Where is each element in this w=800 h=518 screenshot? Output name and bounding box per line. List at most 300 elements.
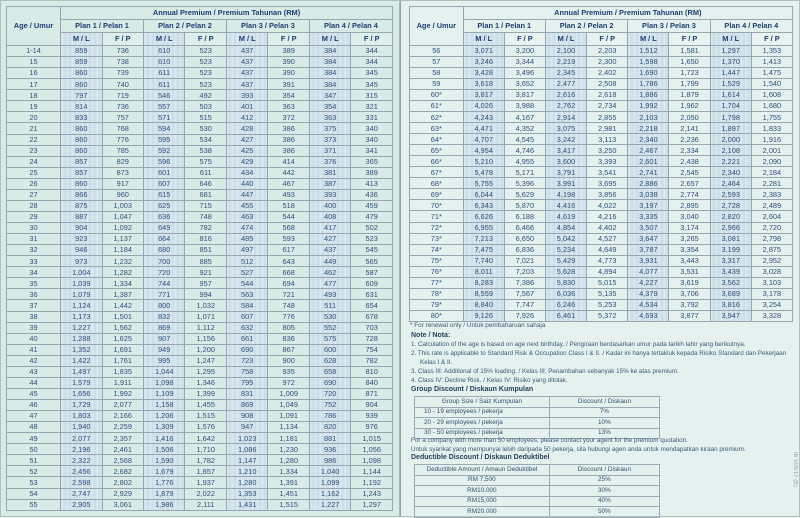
value-cell: 2,090 [751,156,792,167]
value-cell: 527 [226,267,267,278]
row-label-cell: 54 [7,488,61,499]
deductible-discount-table [414,464,660,518]
value-cell: 321 [351,101,393,112]
value-cell: 2,798 [751,233,792,244]
value-cell: 5,234 [545,244,586,255]
table-row [7,101,393,112]
value-cell: 7,567 [504,288,545,299]
value-cell: 752 [309,400,350,411]
value-cell: 1,004 [61,267,102,278]
value-cell: 820 [309,422,350,433]
value-cell: 563 [226,289,267,300]
value-cell: 1,562 [102,322,143,333]
value-cell: 4,026 [463,101,504,112]
value-cell: 2,077 [61,433,102,444]
row-label-cell: 79* [410,299,464,310]
value-cell: 437 [226,79,267,90]
value-cell: 371 [309,145,350,156]
table-row [410,46,793,57]
value-cell: 2,855 [587,112,628,123]
value-cell: 887 [61,211,102,222]
value-cell: 571 [144,112,185,123]
value-cell: 1,040 [309,466,350,477]
value-cell: 797 [61,90,102,101]
value-cell: 5,015 [587,277,628,288]
value-cell: 386 [268,145,309,156]
row-label-cell: 10 - 19 employees / pekerja [415,407,550,418]
value-cell: 2,383 [751,189,792,200]
value-cell: 523 [185,57,226,68]
value-cell: 757 [102,112,143,123]
value-cell: 2,616 [545,90,586,101]
value-cell: 1,576 [185,422,226,433]
value-cell: 568 [268,223,309,234]
value-cell: 363 [268,101,309,112]
value-cell: 1,099 [309,477,350,488]
table-row [7,477,393,488]
value-cell: 719 [102,90,143,101]
table-row [7,200,393,211]
table-row [7,123,393,134]
value-cell: 805 [268,322,309,333]
row-label-cell: 33 [7,256,61,267]
value-cell: 2,762 [545,101,586,112]
value-cell: 923 [61,234,102,245]
row-label-cell: 35 [7,278,61,289]
value-cell: 611 [185,167,226,178]
value-cell: 680 [144,245,185,256]
group-size-header: Group Size / Saiz Kumpulan [415,397,550,408]
row-label-cell: 59 [410,79,464,90]
value-cell: 3,600 [545,156,586,167]
value-cell: 658 [309,366,350,377]
value-cell: 833 [61,112,102,123]
value-cell: 546 [144,90,185,101]
value-cell: 1,370 [710,57,751,68]
value-cell: 2,886 [628,178,669,189]
female-subheader: F / P [587,33,628,46]
value-cell: 973 [61,256,102,267]
row-label-cell: 68* [410,178,464,189]
value-cell: 1,835 [102,366,143,377]
value-cell: 552 [309,322,350,333]
row-label-cell: 36 [7,289,61,300]
value-cell: 728 [351,333,393,344]
value-cell: 1,297 [710,46,751,57]
value-cell: 786 [309,411,350,422]
value-cell: 523 [185,68,226,79]
value-cell: 497 [226,245,267,256]
value-cell: 1,501 [102,311,143,322]
value-cell: 376 [309,156,350,167]
value-cell: 1,391 [268,477,309,488]
value-cell: 5,478 [463,167,504,178]
value-cell: 4,649 [587,244,628,255]
value-cell: 2,345 [545,68,586,79]
value-cell: 386 [268,134,309,145]
value-cell: 437 [226,46,267,57]
value-cell: 3,199 [710,244,751,255]
value-cell: 2,820 [710,211,751,222]
table-row [415,507,660,518]
value-cell: 3,856 [587,189,628,200]
table-row [415,418,660,429]
value-cell: 331 [351,112,393,123]
value-cell: 900 [268,355,309,366]
value-cell: 6,343 [463,200,504,211]
value-cell: 515 [185,112,226,123]
value-cell: 386 [268,123,309,134]
value-cell: 907 [144,333,185,344]
value-cell: 871 [351,388,393,399]
plan3-header: Plan 3 / Pelan 3 [628,20,710,33]
value-cell: 437 [226,57,267,68]
value-cell: 442 [268,167,309,178]
row-label-cell: 52 [7,466,61,477]
value-cell: 1,833 [751,123,792,134]
table-row [7,79,393,90]
value-cell: 344 [351,57,393,68]
value-cell: 4,773 [587,255,628,266]
value-cell: 776 [268,311,309,322]
value-cell: 3,081 [710,233,751,244]
value-cell: 2,929 [102,488,143,499]
value-cell: 1,353 [751,46,792,57]
value-cell: 4,527 [587,233,628,244]
premium-table-ages-1-55 [6,6,393,511]
value-cell: 4,227 [628,277,669,288]
value-cell: 1,162 [309,488,350,499]
value-cell: 2,438 [669,156,710,167]
value-cell: 6,044 [463,189,504,200]
value-cell: 1,156 [185,333,226,344]
value-cell: 493 [309,289,350,300]
age-column-header: Age / Umur [410,7,464,46]
row-label-cell: 30 - 50 employees / pekerja [415,428,550,439]
value-cell: 5,042 [545,233,586,244]
value-cell: 776 [102,134,143,145]
value-cell: 1,798 [710,112,751,123]
value-cell: 1,015 [351,433,393,444]
value-cell: 408 [309,211,350,222]
row-label-cell: 53 [7,477,61,488]
value-cell: 758 [226,366,267,377]
value-cell: 1,134 [268,422,309,433]
table-row [410,277,793,288]
value-cell: 1,540 [751,79,792,90]
value-cell: 921 [185,267,226,278]
value-cell: 390 [268,57,309,68]
value-cell: 1,803 [61,411,102,422]
value-cell: 393 [226,90,267,101]
row-label-cell: 70* [410,200,464,211]
value-cell: 972 [268,377,309,388]
value-cell: 534 [185,134,226,145]
value-cell: 1,086 [226,444,267,455]
value-cell: 615 [144,189,185,200]
value-cell: 1,650 [669,57,710,68]
value-cell: 860 [61,123,102,134]
value-cell: 1,515 [268,499,309,510]
value-cell: 1,399 [185,388,226,399]
value-cell: 857 [61,156,102,167]
value-cell: 2,334 [669,145,710,156]
value-cell: 611 [144,79,185,90]
value-cell: 2,100 [545,46,586,57]
value-cell: 994 [185,289,226,300]
value-cell: 935 [268,366,309,377]
value-cell: 1,431 [226,499,267,510]
table-row [7,488,393,499]
table-row [7,455,393,466]
value-cell: 609 [351,278,393,289]
value-cell: 1,782 [185,455,226,466]
value-cell: 1,506 [144,444,185,455]
deductible-discount-title: Deductible Discount / Diskaun Deduktibel [411,454,550,461]
value-cell: 3,103 [751,277,792,288]
female-subheader: F / P [185,33,226,46]
value-cell: 427 [226,134,267,145]
value-cell: 1,334 [268,466,309,477]
table-body [415,407,660,439]
table-row [7,156,393,167]
value-cell: 946 [61,245,102,256]
row-label-cell: 27 [7,189,61,200]
table-row [410,178,793,189]
value-cell: 860 [61,79,102,90]
value-cell: 2,461 [102,444,143,455]
value-cell: 345 [351,68,393,79]
value-cell: 1,451 [268,488,309,499]
value-cell: 5,171 [504,167,545,178]
row-label-cell: 56 [410,46,464,57]
value-cell: 1,049 [268,400,309,411]
value-cell: 2,111 [185,499,226,510]
value-cell: 795 [226,377,267,388]
value-cell: 3,254 [751,299,792,310]
value-cell: 754 [351,344,393,355]
value-cell: 1,723 [669,68,710,79]
value-cell: 1,158 [144,400,185,411]
value-cell: 1,992 [628,101,669,112]
female-subheader: F / P [102,33,143,46]
value-cell: 738 [102,57,143,68]
value-cell: 2,467 [628,145,669,156]
value-cell: 2,895 [669,200,710,211]
value-cell: 512 [226,256,267,267]
value-cell: 7,475 [463,244,504,255]
plan2-header: Plan 2 / Pelan 2 [144,20,227,33]
value-cell: 2,720 [751,222,792,233]
value-cell: 1,092 [102,223,143,234]
value-cell: 1,786 [628,79,669,90]
value-cell: 4,402 [587,222,628,233]
value-cell: 1,413 [751,57,792,68]
value-cell: 5,210 [463,156,504,167]
table-row [7,145,393,156]
value-cell: 4,894 [587,266,628,277]
value-cell: 610 [144,57,185,68]
value-cell: 414 [268,156,309,167]
age-column-header: Age / Umur [7,7,61,46]
value-cell: 7% [549,407,659,418]
value-cell: 1,200 [185,344,226,355]
value-cell: 8,011 [463,266,504,277]
table-row [7,90,393,101]
value-cell: 1,690 [628,68,669,79]
value-cell: 625 [144,200,185,211]
table-row [410,200,793,211]
value-cell: 947 [226,422,267,433]
value-cell: 400 [309,200,350,211]
value-cell: 3,562 [710,277,751,288]
value-cell: 1,691 [102,344,143,355]
value-cell: 5,870 [504,200,545,211]
value-cell: 5,629 [504,189,545,200]
value-cell: 5,135 [587,288,628,299]
value-cell: 6,188 [504,211,545,222]
value-cell: 425 [226,145,267,156]
value-cell: 1,442 [102,300,143,311]
value-cell: 2,456 [61,466,102,477]
value-cell: 2,545 [669,167,710,178]
value-cell: 413 [351,178,393,189]
value-cell: 428 [226,123,267,134]
value-cell: 3,531 [669,266,710,277]
value-cell: 485 [226,234,267,245]
row-label-cell: 34 [7,267,61,278]
value-cell: 866 [61,189,102,200]
value-cell: 2,618 [587,90,628,101]
value-cell: 2,728 [710,200,751,211]
value-cell: 3,689 [710,288,751,299]
value-cell: 6,036 [545,288,586,299]
row-label-cell: 71* [410,211,464,222]
value-cell: 2,598 [61,477,102,488]
value-cell: 2,001 [751,145,792,156]
value-cell: 593 [268,234,309,245]
value-cell: 315 [351,90,393,101]
value-cell: 4,693 [628,310,669,321]
male-subheader: M / L [710,33,751,46]
value-cell: 345 [351,79,393,90]
value-cell: 384 [309,68,350,79]
value-cell: 960 [102,189,143,200]
table-row [410,134,793,145]
value-cell: 401 [226,101,267,112]
value-cell: 3,541 [587,167,628,178]
table-row [7,433,393,444]
value-cell: 904 [351,400,393,411]
value-cell: 1,710 [185,444,226,455]
value-cell: 3,706 [669,288,710,299]
plan1-header: Plan 1 / Pelan 1 [463,20,545,33]
value-cell: 1,590 [144,455,185,466]
female-subheader: F / P [751,33,792,46]
value-cell: 860 [61,134,102,145]
value-cell: 389 [351,167,393,178]
value-cell: 6,626 [463,211,504,222]
table-row [410,123,793,134]
row-label-cell: 15 [7,57,61,68]
group-discount-table [414,396,660,439]
row-label-cell: 49 [7,433,61,444]
value-cell: 3,991 [545,178,586,189]
value-cell: 575 [185,156,226,167]
plan1-header: Plan 1 / Pelan 1 [61,20,144,33]
plan4-header: Plan 4 / Pelan 4 [309,20,392,33]
value-cell: 859 [61,46,102,57]
value-cell: 2,236 [669,134,710,145]
table-row [7,366,393,377]
row-label-cell: 61* [410,101,464,112]
value-cell: 739 [102,68,143,79]
value-cell: 4,216 [587,211,628,222]
row-label-cell: 48 [7,422,61,433]
value-cell: 949 [144,344,185,355]
table-row [7,333,393,344]
value-cell: 4,534 [628,299,669,310]
value-cell: 860 [61,145,102,156]
value-cell: 1,181 [268,433,309,444]
row-label-cell: 31 [7,234,61,245]
value-cell: 976 [351,422,393,433]
value-cell: 459 [351,200,393,211]
notes-title: Note / Nota: [411,332,451,339]
row-label-cell: RM15,000 [415,496,550,507]
value-cell: 1,761 [102,355,143,366]
value-cell: 1,023 [226,433,267,444]
value-cell: 544 [226,278,267,289]
value-cell: 1,579 [61,377,102,388]
row-label-cell: 22 [7,134,61,145]
value-cell: 810 [351,366,393,377]
value-cell: 2,875 [751,244,792,255]
value-cell: 4,077 [628,266,669,277]
row-label-cell: 39 [7,322,61,333]
table-row [410,112,793,123]
value-cell: 3,695 [587,178,628,189]
value-cell: 610 [144,46,185,57]
value-cell: 2,000 [710,134,751,145]
row-label-cell: 29 [7,211,61,222]
table-header [410,7,793,46]
value-cell: 1,656 [61,388,102,399]
male-subheader: M / L [545,33,586,46]
value-cell: 372 [268,112,309,123]
value-cell: 632 [226,322,267,333]
value-cell: 700 [144,256,185,267]
value-cell: 6,650 [504,233,545,244]
note-item-3: 3. Class III: Additional of 15% loading. / Kelas III: Penambahan sebanyak 15% ke atas premium. [411,367,679,375]
value-cell: 1,940 [61,422,102,433]
value-cell: 782 [185,223,226,234]
value-cell: 885 [185,256,226,267]
row-label-cell: 80* [410,310,464,321]
row-label-cell: 69* [410,189,464,200]
value-cell: 575 [309,333,350,344]
value-cell: 2,300 [587,57,628,68]
row-label-cell: 32 [7,245,61,256]
value-cell: 4,352 [504,123,545,134]
value-cell: 4,707 [463,134,504,145]
value-cell: 2,508 [587,79,628,90]
value-cell: 785 [102,145,143,156]
value-cell: 816 [185,234,226,245]
discount-header: Discount / Diskaun [549,397,659,408]
table-row [7,322,393,333]
value-cell: 661 [226,333,267,344]
